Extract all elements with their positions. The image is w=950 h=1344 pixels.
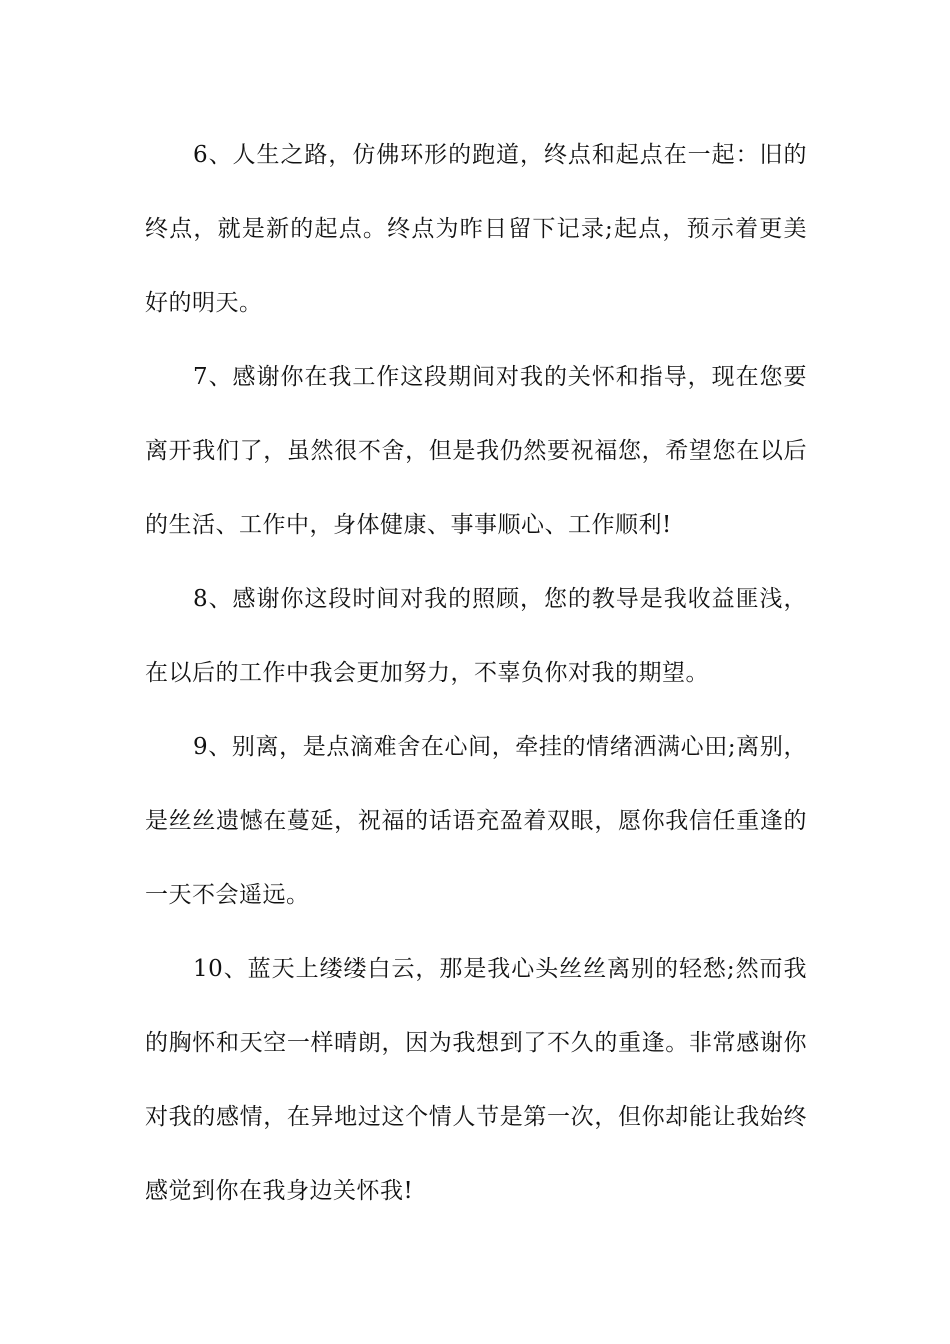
document-body bbox=[145, 118, 807, 1228]
paragraph-6: 6、人生之路，仿佛环形的跑道，终点和起点在一起：旧的终点，就是新的起点。终点为昨日留下记录;起点，预示着更美好的明天。 bbox=[145, 142, 807, 316]
paragraph-10: 10、蓝天上缕缕白云，那是我心头丝丝离别的轻愁;然而我的胸怀和天空一样晴朗，因为我想到了不久的重逢。非常感谢你对我的感情，在异地过这个情人节是第一次，但你却能让我始终感觉到你在我身边关怀我! bbox=[145, 956, 807, 1204]
paragraph-9: 9、别离，是点滴难舍在心间，牵挂的情绪洒满心田;离别，是丝丝遗憾在蔓延，祝福的话语充盈着双眼，愿你我信任重逢的一天不会遥远。 bbox=[145, 734, 807, 908]
paragraph-8: 8、感谢你这段时间对我的照顾，您的教导是我收益匪浅，在以后的工作中我会更加努力，不辜负你对我的期望。 bbox=[145, 586, 807, 686]
paragraph-7: 7、感谢你在我工作这段期间对我的关怀和指导，现在您要离开我们了，虽然很不舍，但是我仍然要祝福您，希望您在以后的生活、工作中，身体健康、事事顺心、工作顺利! bbox=[145, 364, 807, 538]
